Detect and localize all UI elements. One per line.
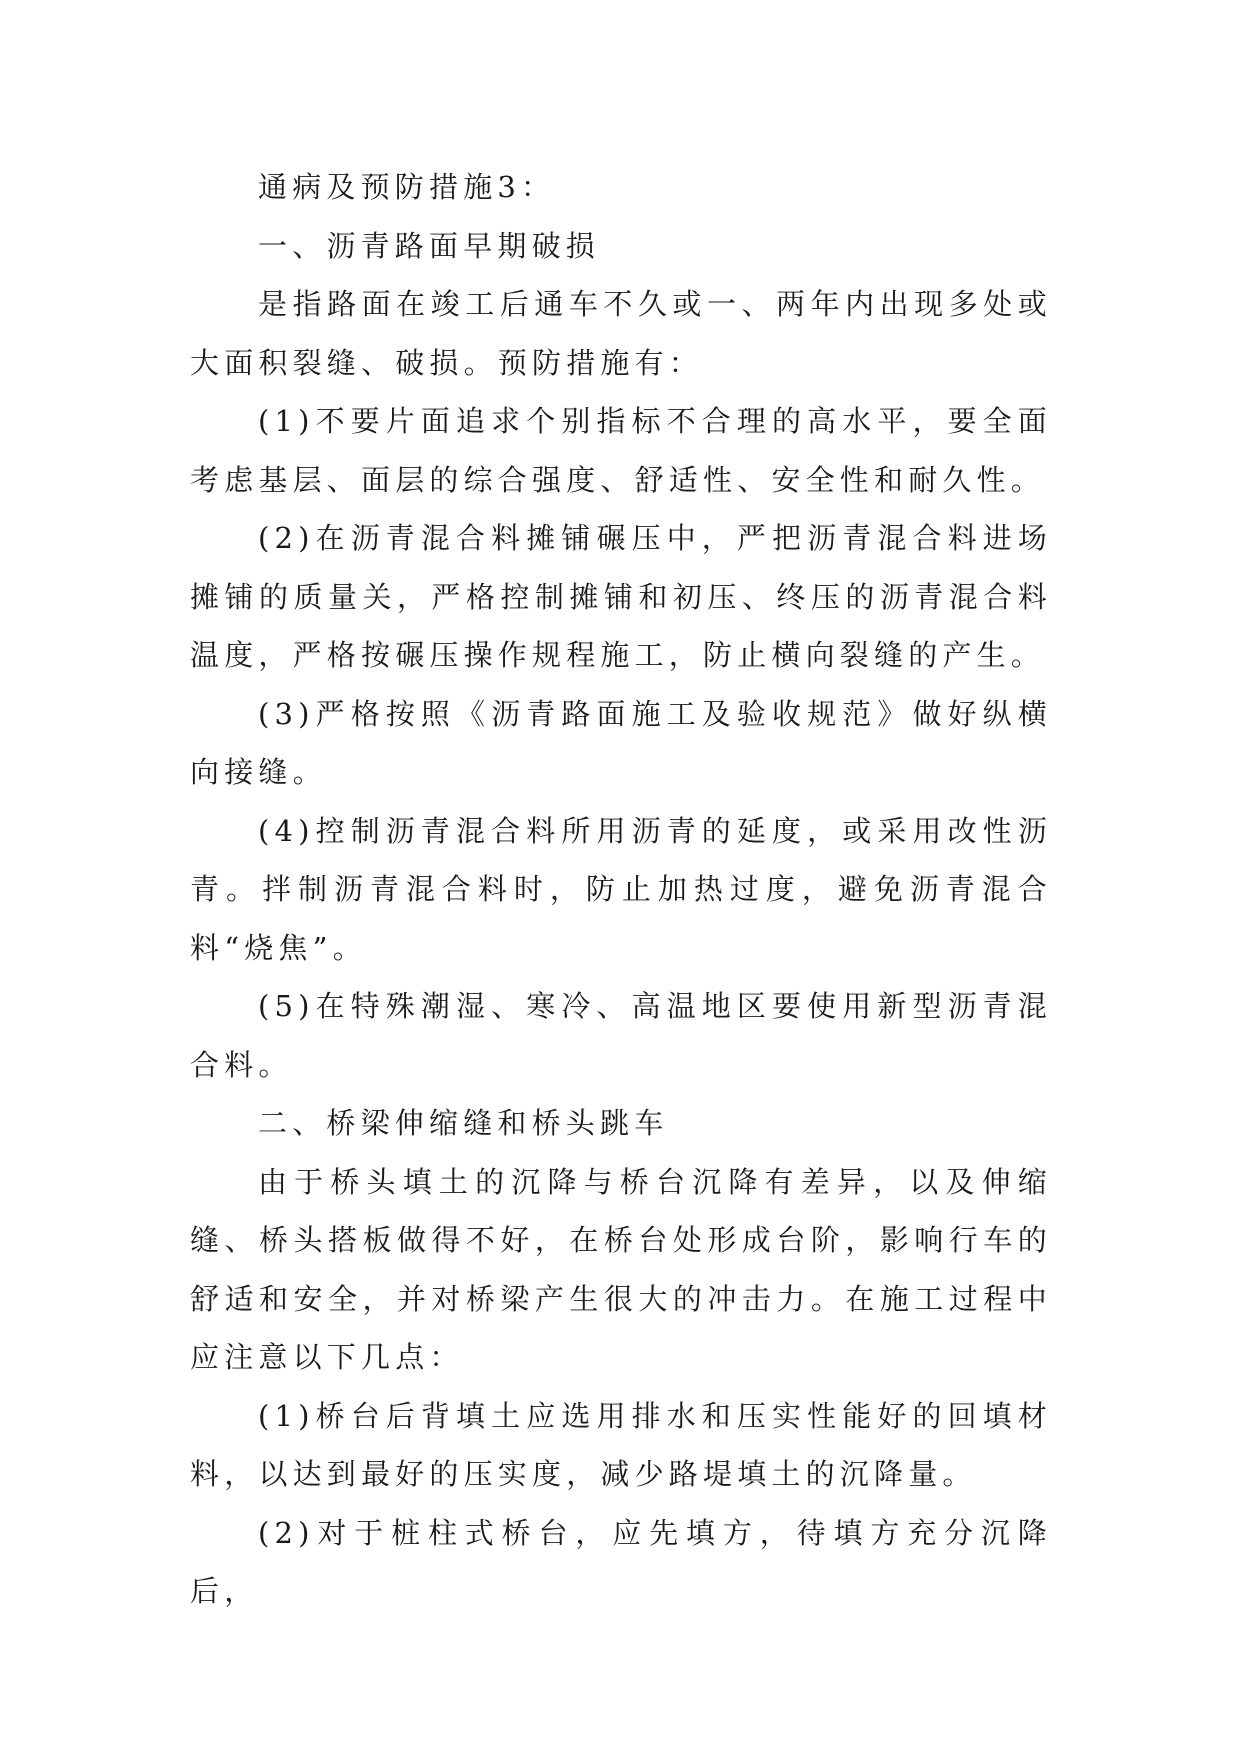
measure-item-3: (3)严格按照《沥青路面施工及验收规范》做好纵横向接缝。: [190, 696, 1052, 789]
paragraph-asphalt-definition: 是指路面在竣工后通车不久或一、两年内出现多处或大面积裂缝、破损。预防措施有：: [190, 287, 1052, 380]
bridge-measure-item-2: (2)对于桩柱式桥台，应先填方，待填方充分沉降后，: [190, 1515, 1052, 1608]
measure-item-5: (5)在特殊潮湿、寒冷、高温地区要使用新型沥青混合料。: [190, 989, 1052, 1082]
document-body: [190, 158, 1052, 1621]
paragraph-bridge-description: 由于桥头填土的沉降与桥台沉降有差异，以及伸缩缝、桥头搭板做得不好，在桥台处形成台阶，影响行车的舒适和安全，并对桥梁产生很大的冲击力。在施工过程中应注意以下几点：: [190, 1164, 1052, 1374]
measure-item-2: (2)在沥青混合料摊铺碾压中，严把沥青混合料进场摊铺的质量关，严格控制摊铺和初压、终压的沥青混合料温度，严格按碾压操作规程施工，防止横向裂缝的产生。: [190, 521, 1052, 672]
section-heading-bridge-joints: 二、桥梁伸缩缝和桥头跳车: [258, 1106, 669, 1140]
bridge-measure-item-1: (1)桥台后背填土应选用排水和压实性能好的回填材料，以达到最好的压实度，减少路堤填土的沉降量。: [190, 1398, 1052, 1491]
section-intro-heading: 通病及预防措施3：: [258, 170, 556, 204]
section-heading-asphalt-damage: 一、沥青路面早期破损: [258, 228, 601, 263]
measure-item-4: (4)控制沥青混合料所用沥青的延度，或采用改性沥青。拌制沥青混合料时，防止加热过度，避免沥青混合料“烧焦”。: [190, 813, 1052, 965]
measure-item-1: (1)不要片面追求个别指标不合理的高水平，要全面考虑基层、面层的综合强度、舒适性、安全性和耐久性。: [190, 404, 1052, 497]
